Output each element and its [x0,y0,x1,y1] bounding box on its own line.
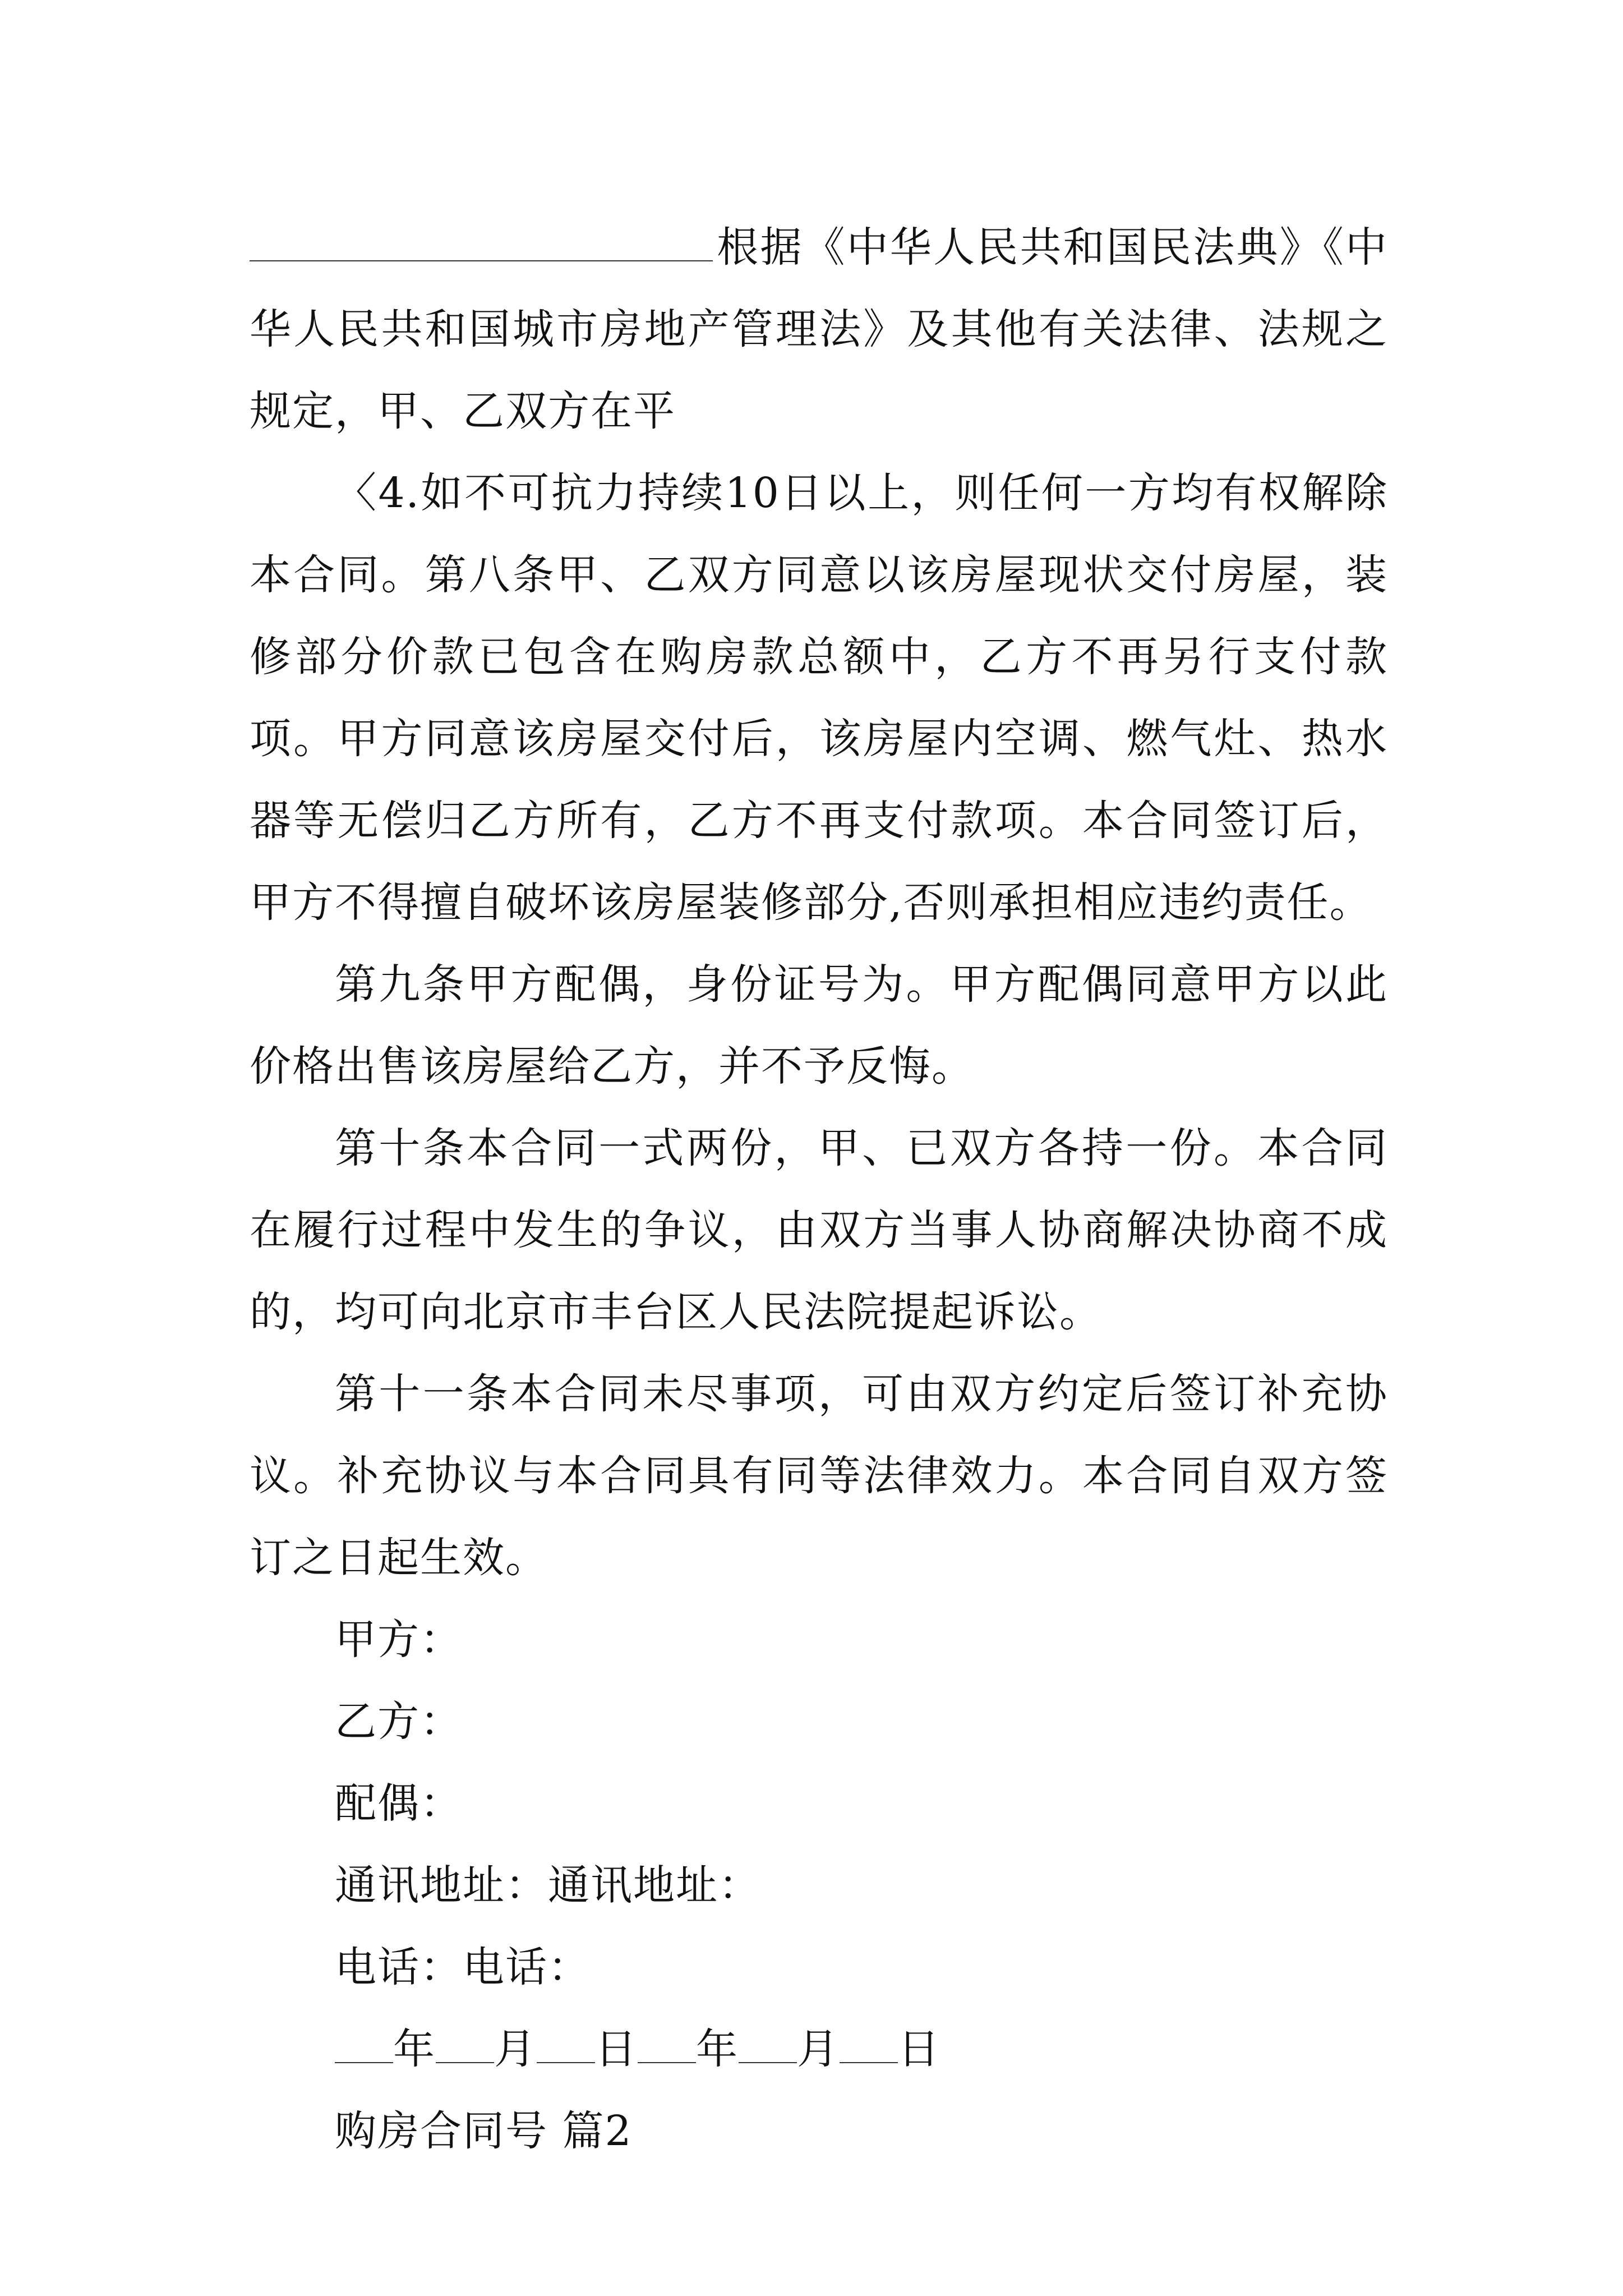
month-label: 月 [494,2025,537,2073]
article-9-paragraph: 第九条甲方配偶，身份证号为。甲方配偶同意甲方以此价格出售该房屋给乙方，并不予反悔。 [250,960,1388,1091]
year-label: 年 [393,2025,436,2073]
month-blank [436,2021,494,2063]
phone-line: 电话：电话： [335,1943,591,1991]
force-majeure-paragraph: 〈4.如不可抗力持续10日以上，则任何一方均有权解除本合同。第八条甲、乙双方同意以该房屋现状交付房屋，装修部分价款已包含在购房款总额中，乙方不再另行支付款项。甲方同意该房屋交付后，该房屋内空调、燃气灶、热水器等无偿归乙方所有，乙方不再支付款项。本合同签订后，甲方不得擅自破坏该房屋装修部分,否则承担相应违约责任。 [250,469,1388,927]
day-blank [537,2021,595,2063]
article-11-paragraph: 第十一条本合同未尽事项，可由双方约定后签订补充协议。补充协议与本合同具有同等法律效力。本合同自双方签订之日起生效。 [250,1370,1388,1582]
month-blank [739,2021,797,2063]
article-10-paragraph: 第十条本合同一式两份，甲、已双方各持一份。本合同在履行过程中发生的争议，由双方当事人协商解决协商不成的，均可向北京市丰台区人民法院提起诉讼。 [250,1124,1388,1336]
fill-in-blank [250,219,713,261]
year-label: 年 [696,2025,739,2073]
day-label: 日 [898,2025,940,2073]
document-body [250,206,1388,2172]
party-b-signature-line: 乙方： [335,1697,463,1746]
month-label: 月 [797,2025,840,2073]
party-a-signature-line: 甲方： [335,1616,463,1664]
spouse-signature-line: 配偶： [335,1779,463,1828]
intro-paragraph [250,206,1388,452]
address-line: 通讯地址：通讯地址： [335,1861,761,1910]
year-blank [335,2021,393,2063]
day-blank [840,2021,898,2063]
day-label: 日 [595,2025,638,2073]
year-blank [638,2021,696,2063]
next-section-title: 购房合同号 篇2 [335,2107,633,2155]
date-line [250,2008,1388,2090]
intro-text: 根据《中华人民共和国民法典》《中华人民共和国城市房地产管理法》及其他有关法律、法规之规定，甲、乙双方在平 [250,223,1388,435]
